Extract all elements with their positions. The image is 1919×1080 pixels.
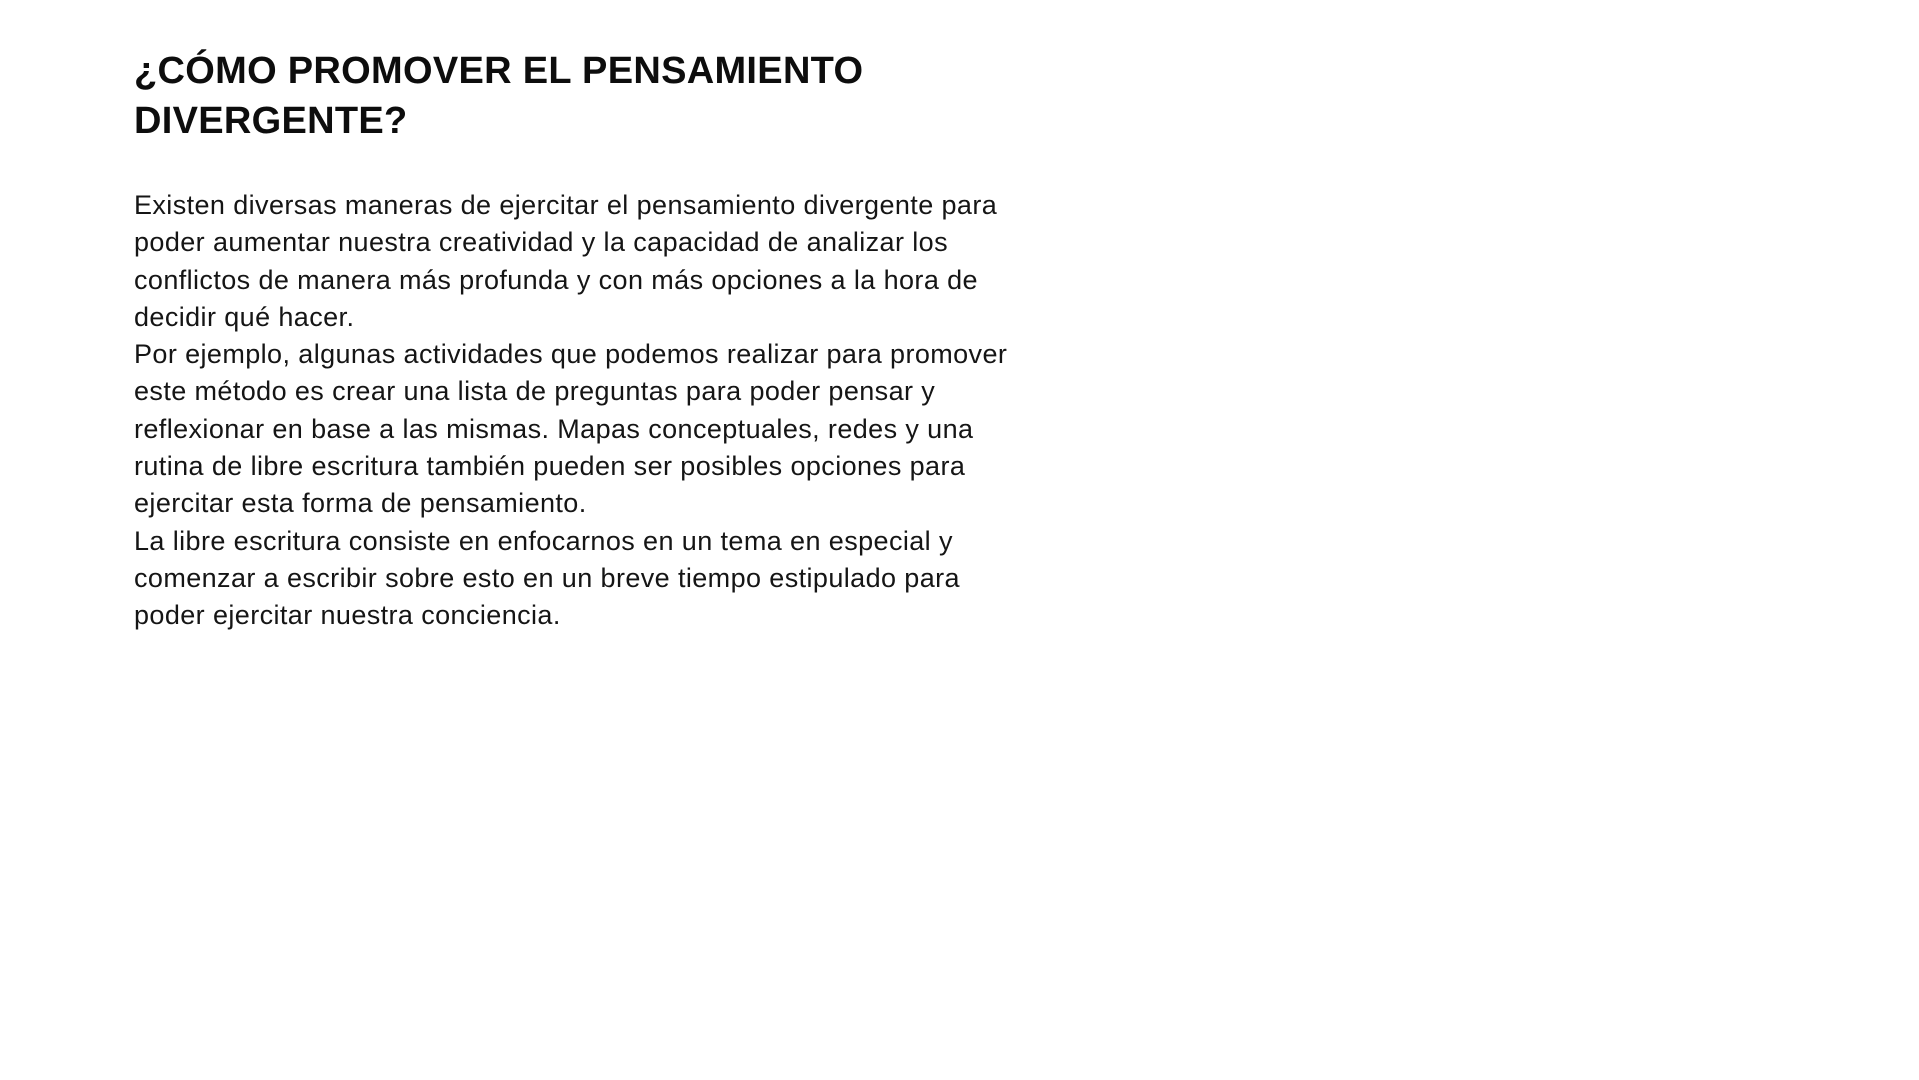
body-text [134,187,1007,635]
body-line: conflictos de manera más profunda y con más opciones a la hora de [134,264,978,295]
body-line: comenzar a escribir sobre esto en un breve tiempo estipulado para [134,562,960,593]
body-line: poder aumentar nuestra creatividad y la capacidad de analizar los [134,227,948,258]
title-line: DIVERGENTE? [134,100,408,142]
body-line: reflexionar en base a las mismas. Mapas conceptuales, redes y una [134,413,974,444]
body-line: este método es crear una lista de preguntas para poder pensar y [134,376,936,407]
body-line: poder ejercitar nuestra conciencia. [134,600,561,631]
page-title [134,46,863,146]
body-line: Existen diversas maneras de ejercitar el pensamiento divergente para [134,190,998,220]
body-line: La libre escritura consiste en enfocarnos en un tema en especial y [134,525,953,556]
body-line: rutina de libre escritura también pueden ser posibles opciones para [134,451,966,482]
body-line: ejercitar esta forma de pensamiento. [134,488,587,519]
title-line: ¿CÓMO PROMOVER EL PENSAMIENTO [134,50,864,92]
body-line: Por ejemplo, algunas actividades que podemos realizar para promover [134,339,1008,370]
body-line: decidir qué hacer. [134,301,355,332]
